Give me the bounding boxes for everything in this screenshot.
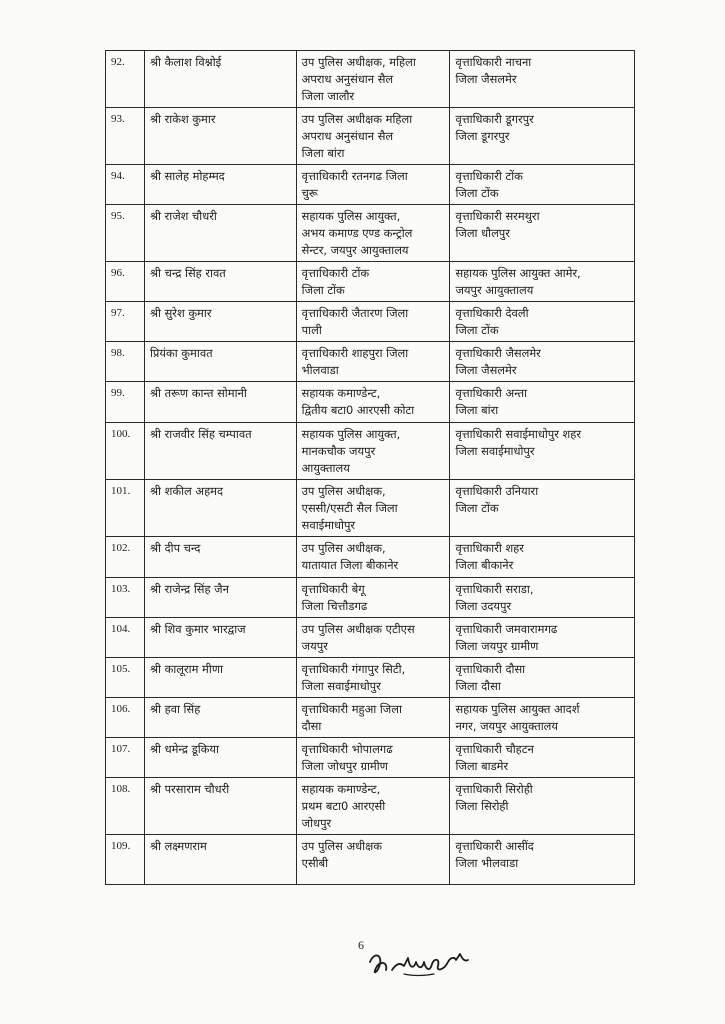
officer-name-cell: श्री शिव कुमार भारद्वाज [144,618,296,658]
current-posting-cell: उप पुलिस अधीक्षक महिला अपराध अनुसंधान सैल जिला बांरा [296,108,450,165]
current-posting-cell: वृत्ताधिकारी शाहपुरा जिला भीलवाडा [296,342,450,382]
new-posting-cell: सहायक पुलिस आयुक्त आदर्श नगर, जयपुर आयुक्तालय [450,698,635,738]
officer-name-cell: श्री दीप चन्द [144,537,296,578]
current-posting-cell: वृत्ताधिकारी रतनगढ जिला चुरू [296,165,450,205]
serial-number-cell: 107. [106,738,145,778]
serial-number-cell: 100. [106,423,145,480]
officer-name-cell: श्री राजवीर सिंह चम्पावत [144,423,296,480]
new-posting-cell: वृत्ताधिकारी टोंक जिला टोंक [450,165,635,205]
serial-number-cell: 109. [106,835,145,885]
serial-number-cell: 92. [106,51,145,108]
current-posting-cell: सहायक पुलिस आयुक्त, अभय कमाण्ड एण्ड कन्ट्रोल सेन्टर, जयपुर आयुक्तालय [296,205,450,262]
new-posting-cell: वृत्ताधिकारी नाचना जिला जैसलमेर [450,51,635,108]
officer-name-cell: श्री शकील अहमद [144,480,296,537]
officer-name-cell: श्री राजेश चौधरी [144,205,296,262]
serial-number-cell: 95. [106,205,145,262]
transfer-table [105,50,635,885]
table-row [106,658,635,698]
current-posting-cell: वृत्ताधिकारी जैतारण जिला पाली [296,302,450,342]
officer-name-cell: श्री कालूराम मीणा [144,658,296,698]
serial-number-cell: 103. [106,578,145,618]
new-posting-cell: वृत्ताधिकारी जमवारामगढ जिला जयपुर ग्रामीण [450,618,635,658]
serial-number-cell: 97. [106,302,145,342]
table-row [106,698,635,738]
serial-number-cell: 106. [106,698,145,738]
serial-number-cell: 105. [106,658,145,698]
current-posting-cell: सहायक कमाण्डेन्ट, द्वितीय बटा0 आरएसी कोटा [296,382,450,423]
serial-number-cell: 99. [106,382,145,423]
officer-name-cell: श्री सुरेश कुमार [144,302,296,342]
table-row [106,578,635,618]
serial-number-cell: 108. [106,778,145,835]
officer-name-cell: श्री सालेह मोहम्मद [144,165,296,205]
table-row [106,738,635,778]
current-posting-cell: वृत्ताधिकारी गंगापुर सिटी, जिला सवाईमाधोपुर [296,658,450,698]
current-posting-cell: सहायक कमाण्डेन्ट, प्रथम बटा0 आरएसी जोधपुर [296,778,450,835]
table-row [106,537,635,578]
table-row [106,423,635,480]
officer-name-cell: श्री कैलाश विश्नोई [144,51,296,108]
serial-number-cell: 104. [106,618,145,658]
table-row [106,302,635,342]
new-posting-cell: वृत्ताधिकारी देवली जिला टोंक [450,302,635,342]
signature-mark [364,940,474,990]
table-row [106,108,635,165]
officer-name-cell: श्री राजेन्द्र सिंह जैन [144,578,296,618]
new-posting-cell: वृत्ताधिकारी सराडा, जिला उदयपुर [450,578,635,618]
officer-name-cell: प्रियंका कुमावत [144,342,296,382]
current-posting-cell: उप पुलिस अधीक्षक, महिला अपराध अनुसंधान सैल जिला जालौर [296,51,450,108]
new-posting-cell: सहायक पुलिस आयुक्त आमेर, जयपुर आयुक्तालय [450,262,635,302]
table-row [106,778,635,835]
serial-number-cell: 96. [106,262,145,302]
officer-name-cell: श्री चन्द्र सिंह रावत [144,262,296,302]
serial-number-cell: 93. [106,108,145,165]
current-posting-cell: वृत्ताधिकारी महुआ जिला दौसा [296,698,450,738]
table-row [106,618,635,658]
transfer-table-body [106,51,635,885]
current-posting-cell: वृत्ताधिकारी बेगू जिला चित्तौडगढ [296,578,450,618]
serial-number-cell: 101. [106,480,145,537]
table-row [106,165,635,205]
new-posting-cell: वृत्ताधिकारी चौहटन जिला बाडमेर [450,738,635,778]
officer-name-cell: श्री तरूण कान्त सोमानी [144,382,296,423]
current-posting-cell: उप पुलिस अधीक्षक, यातायात जिला बीकानेर [296,537,450,578]
page-number: 6 [358,938,364,952]
table-row [106,262,635,302]
serial-number-cell: 94. [106,165,145,205]
table-row [106,342,635,382]
new-posting-cell: वृत्ताधिकारी शहर जिला बीकानेर [450,537,635,578]
serial-number-cell: 98. [106,342,145,382]
officer-name-cell: श्री हवा सिंह [144,698,296,738]
new-posting-cell: वृत्ताधिकारी उनियारा जिला टोंक [450,480,635,537]
new-posting-cell: वृत्ताधिकारी डूगरपुर जिला डूगरपुर [450,108,635,165]
table-row [106,835,635,885]
new-posting-cell: वृत्ताधिकारी सिरोही जिला सिरोही [450,778,635,835]
new-posting-cell: वृत्ताधिकारी सरमथुरा जिला धौलपुर [450,205,635,262]
officer-name-cell: श्री परसाराम चौधरी [144,778,296,835]
officer-name-cell: श्री राकेश कुमार [144,108,296,165]
current-posting-cell: सहायक पुलिस आयुक्त, मानकचौक जयपुर आयुक्तालय [296,423,450,480]
current-posting-cell: वृत्ताधिकारी टोंक जिला टोंक [296,262,450,302]
new-posting-cell: वृत्ताधिकारी सवाईमाधोपुर शहर जिला सवाईमाधोपुर [450,423,635,480]
table-row [106,382,635,423]
current-posting-cell: वृत्ताधिकारी भोपालगढ जिला जोधपुर ग्रामीण [296,738,450,778]
current-posting-cell: उप पुलिस अधीक्षक, एससी/एसटी सैल जिला सवाईमाधोपुर [296,480,450,537]
new-posting-cell: वृत्ताधिकारी आसींद जिला भीलवाडा [450,835,635,885]
current-posting-cell: उप पुलिस अधीक्षक एटीएस जयपुर [296,618,450,658]
table-row [106,480,635,537]
officer-name-cell: श्री लक्ष्मणराम [144,835,296,885]
new-posting-cell: वृत्ताधिकारी अन्ता जिला बांरा [450,382,635,423]
new-posting-cell: वृत्ताधिकारी जैसलमेर जिला जैसलमेर [450,342,635,382]
new-posting-cell: वृत्ताधिकारी दौसा जिला दौसा [450,658,635,698]
table-row [106,205,635,262]
serial-number-cell: 102. [106,537,145,578]
table-row [106,51,635,108]
current-posting-cell: उप पुलिस अधीक्षक एसीबी [296,835,450,885]
officer-name-cell: श्री धमेन्द्र डूकिया [144,738,296,778]
